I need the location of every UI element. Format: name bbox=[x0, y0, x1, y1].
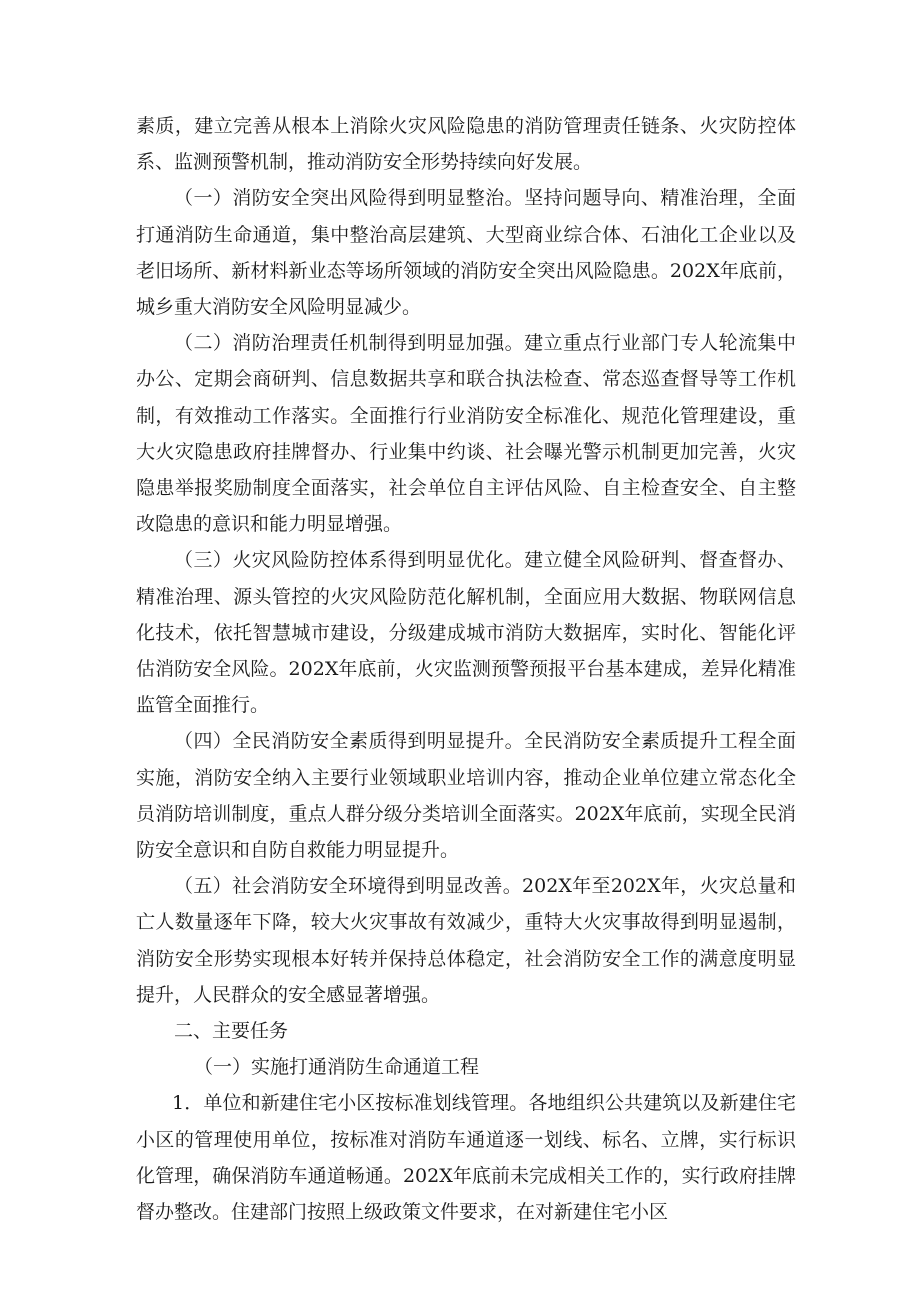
paragraph-task-1: 1．单位和新建住宅小区按标准划线管理。各地组织公共建筑以及新建住宅小区的管理使用单位，按标准对消防车通道逐一划线、标名、立牌，实行标识化管理，确保消防车通道畅通。202X年底前未完成相关工作的，实行政府挂牌督办整改。住建部门按照上级政策文件要求，在对新建住宅小区 bbox=[136, 1092, 796, 1224]
paragraph-goal-2: （二）消防治理责任机制得到明显加强。建立重点行业部门专人轮流集中办公、定期会商研判、信息数据共享和联合执法检查、常态巡查督导等工作机制，有效推动工作落实。全面推行行业消防安全标准化、规范化管理建设，重大火灾隐患政府挂牌督办、行业集中约谈、社会曝光警示机制更加完善，火灾隐患举报奖励制度全面落实，社会单位自主评估风险、自主检查安全、自主整改隐患的意识和能力明显增强。 bbox=[136, 332, 796, 536]
paragraph-goal-5: （五）社会消防安全环境得到明显改善。202X年至202X年，火灾总量和亡人数量逐年下降，较大火灾事故有效减少，重特大火灾事故得到明显遏制，消防安全形势实现根本好转并保持总体稳定，社会消防安全工作的满意度明显提升，人民群众的安全感显著增强。 bbox=[136, 875, 796, 1006]
paragraph-goal-3: （三）火灾风险防控体系得到明显优化。建立健全风险研判、督查督办、精准治理、源头管控的火灾风险防范化解机制，全面应用大数据、物联网信息化技术，依托智慧城市建设，分级建成城市消防大数据库，实时化、智能化评估消防安全风险。202X年底前，火灾监测预警预报平台基本建成，差异化精准监管全面推行。 bbox=[136, 549, 796, 717]
subsection-heading: （一）实施打通消防生命通道工程 bbox=[194, 1056, 480, 1079]
paragraph-goal-4: （四）全民消防安全素质得到明显提升。全民消防安全素质提升工程全面实施，消防安全纳入主要行业领域职业培训内容，推动企业单位建立常态化全员消防培训制度，重点人群分级分类培训全面落实。202X年底前，实现全民消防安全意识和自防自救能力明显提升。 bbox=[136, 730, 796, 862]
paragraph-intro-continuation: 素质，建立完善从根本上消除火灾风险隐患的消防管理责任链条、火灾防控体系、监测预警机制，推动消防安全形势持续向好发展。 bbox=[136, 115, 796, 174]
section-heading: 二、主要任务 bbox=[174, 1020, 289, 1043]
document-body bbox=[136, 108, 796, 1230]
paragraph-goal-1: （一）消防安全突出风险得到明显整治。坚持问题导向、精准治理，全面打通消防生命通道，集中整治高层建筑、大型商业综合体、石油化工企业以及老旧场所、新材料新业态等场所领域的消防安全突出风险隐患。202X年底前，城乡重大消防安全风险明显减少。 bbox=[136, 187, 796, 319]
